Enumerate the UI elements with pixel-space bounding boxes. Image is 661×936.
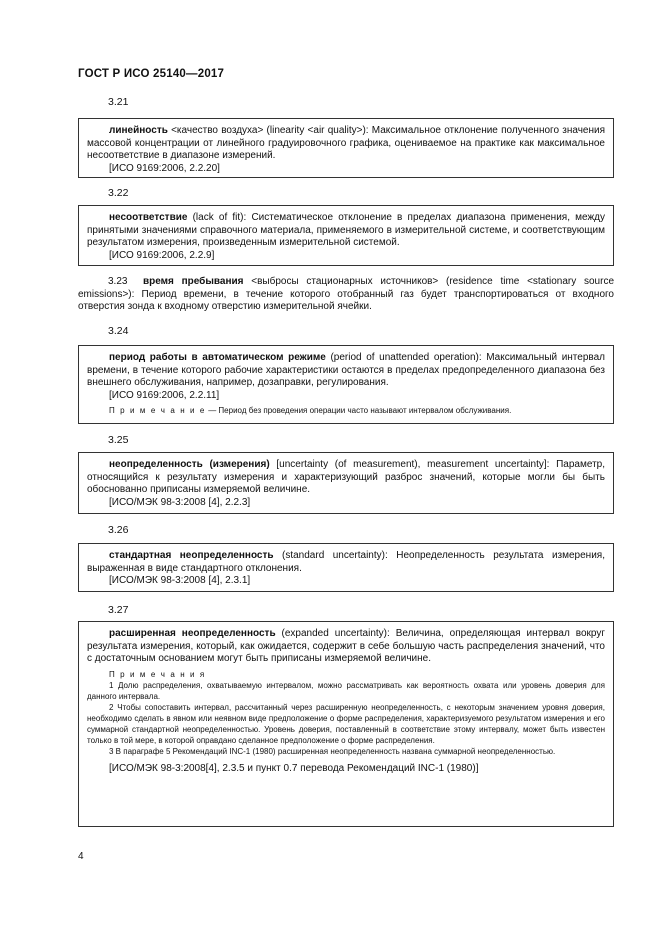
definition-box: [78, 345, 614, 424]
note: [87, 405, 605, 416]
definition-text: [87, 352, 605, 390]
term: линейность: [109, 125, 168, 136]
definition-box: [78, 452, 614, 514]
definition: (standard uncertainty): Неопределенность результата измерения, выраженная в виде стандартного отклонения.: [87, 550, 605, 574]
definition: [uncertainty (of measurement), measurement uncertainty]: Параметр, относящийся к результату измерения и характеризующий разброс значений, которые могли бы быть обоснованно приписаны измеряемой величине.: [87, 459, 606, 496]
definition: (lack of fit): Систематическое отклонение в пределах диапазона применения, между принятыми значениями справочного материала, применяемого в измерительной системе, и соответствующим результатом измерения, произведенным измерительной системой.: [87, 212, 605, 249]
entry-number: 3.23: [108, 276, 128, 287]
term: период работы в автоматическом режиме: [109, 352, 326, 363]
term: расширенная неопределенность: [109, 628, 276, 639]
entry-number: 3.22: [108, 187, 129, 199]
note-item: 2 Чтобы сопоставить интервал, рассчитанный через расширенную неопределенность, с некоторым значением уровня доверия, необходимо сделать в явном или неявном виде предположение о форме распределения, характеризуемого результатом измерения и его суммарной стандартной неопределенностью. Уровень доверия, поставленный в соответствие этому интервалу, может быть известен только в той мере, в которой оправдано сделанное предположение о форме распределения.: [87, 702, 605, 745]
definition-box: [78, 118, 614, 178]
notes: [87, 669, 605, 757]
note-item: 1 Долю распределения, охватываемую интервалом, можно рассматривать как вероятность охвата или уровень доверия для данного интервала.: [87, 680, 605, 701]
definition-box: [78, 543, 614, 592]
page-header: ГОСТ Р ИСО 25140—2017: [78, 68, 225, 80]
entry-number: 3.26: [108, 524, 129, 536]
note-item: 3 В параграфе 5 Рекомендаций INC-1 (1980) расширенная неопределенность названа суммарной неопределенностью.: [109, 746, 556, 756]
term: несоответствие: [109, 212, 188, 223]
source-reference: [ИСО/МЭК 98-3:2008 [4], 2.2.3]: [109, 496, 251, 508]
entry-number: 3.25: [108, 434, 129, 446]
definition-text: [87, 628, 605, 666]
note-text: — Период без проведения операции часто называют интервалом обслуживания.: [205, 406, 512, 416]
definition: <выбросы стационарных источников> (residence time <stationary source emissions>): Период времени, в течение которого отобранный газ будет транспортироваться от входного отверстия зонда к входному отверстию измерительной ячейки.: [78, 276, 615, 313]
entry-number: 3.21: [108, 96, 129, 108]
notes-label: П р и м е ч а н и я: [109, 669, 206, 679]
term: неопределенность (измерения): [109, 459, 270, 470]
definition-box: [78, 621, 614, 827]
definition: (expanded uncertainty): Величина, определяющая интервал вокруг результата измерения, который, как ожидается, содержит в себе большую часть распределения значений, что с достаточным основанием могут быть приписаны измеряемой величине.: [87, 628, 605, 665]
term: время пребывания: [142, 276, 244, 287]
definition: <качество воздуха> (linearity <air quality>): Максимальное отклонение полученного значения массовой концентрации от линейного градуировочного графика, оцениваемое на практике как максимальное несоответствие в диапазоне измерений.: [87, 125, 605, 162]
definition-box: [78, 205, 614, 266]
source-reference: [ИСО 9169:2006, 2.2.9]: [109, 249, 215, 261]
note-label: П р и м е ч а н и е: [109, 406, 206, 416]
entry-number: 3.27: [108, 604, 129, 616]
definition-text: [87, 459, 605, 497]
definition-text: [87, 550, 605, 575]
definition-text: [87, 212, 605, 250]
page-number: 4: [78, 851, 84, 862]
definition: (period of unattended operation): Максимальный интервал времени, в течение которого рабочие характеристики остаются в пределах предопределенного диапазона без внешнего обслуживания, например, дозаправки, регулирования.: [87, 352, 605, 389]
source-reference: [ИСО/МЭК 98-3:2008 [4], 2.3.1]: [109, 575, 251, 587]
term: стандартная неопределенность: [109, 550, 274, 561]
source-reference: [ИСО 9169:2006, 2.2.20]: [109, 162, 220, 174]
definition-text: [87, 125, 605, 163]
source-reference: [ИСО/МЭК 98-3:2008[4], 2.3.5 и пункт 0.7 перевода Рекомендаций INC-1 (1980)]: [109, 762, 479, 774]
entry-number: 3.24: [108, 325, 129, 337]
source-reference: [ИСО 9169:2006, 2.2.11]: [109, 389, 220, 401]
definition-paragraph: [78, 276, 614, 314]
